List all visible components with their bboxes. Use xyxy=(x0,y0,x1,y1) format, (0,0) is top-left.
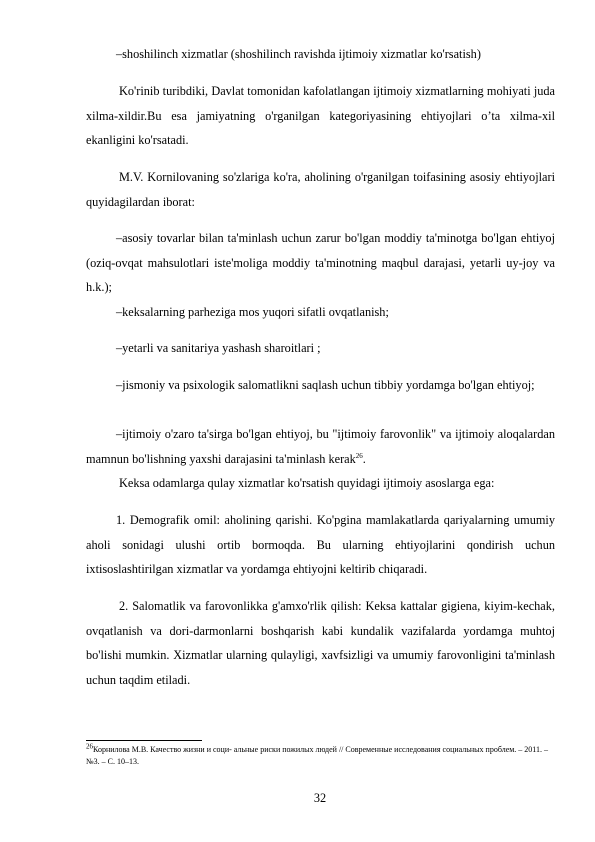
list-item-urgent-services: –shoshilinch xizmatlar (shoshilinch ravishda ijtimoiy xizmatlar ko'rsatish) xyxy=(116,47,481,61)
paragraph-social-bases: Keksa odamlarga qulay xizmatlar ko'rsatish quyidagi ijtimoiy asoslarga ega: xyxy=(119,476,495,490)
social-interaction-text: –ijtimoiy o'zaro ta'sirga bo'lgan ehtiyoj, bu "ijtimoiy farovonlik" va ijtimoiy aloqalardan mamnun bo'lishning yaxshi darajasini ta'minlash kerak xyxy=(86,427,555,466)
paragraph-health-care: 2. Salomatlik va farovonlikka g'amxo'rlik qilish: Keksa kattalar gigiena, kiyim-kechak, ovqatlanish va dori-darmonlarni boshqarish kabi kundalik vazifalarda yordamga muhtoj bo'lishi mumkin. Xizmatlar ularning qulayligi, xavfsizligi va umumiy farovonligini ta'minlash uchun taqdim etiladi. xyxy=(86,599,555,687)
footnote-ref: 26 xyxy=(355,451,363,460)
footnote-divider xyxy=(86,740,202,741)
paragraph-kornilova: M.V. Kornilovaning so'zlariga ko'ra, aholining o'rganilgan toifasining asosiy ehtiyojlari quyidagilardan iborat: xyxy=(86,170,555,209)
list-item-living-conditions: –yetarli va sanitariya yashash sharoitlari ; xyxy=(116,341,321,355)
list-item-social-interaction xyxy=(86,422,555,471)
list-item-nutrition: –keksalarning parheziga mos yuqori sifatli ovqatlanish; xyxy=(116,305,389,319)
footnote xyxy=(86,744,555,768)
paragraph-state-services: Ko'rinib turibdiki, Davlat tomonidan kafolatlangan ijtimoiy xizmatlarning mohiyati juda xilma-xildir.Bu esa jamiyatning o'rganilgan kategoriyasining ehtiyojlari o’ta xilma-xil ekanligini ko'rsatadi. xyxy=(86,84,555,147)
list-item-material-needs: –asosiy tovarlar bilan ta'minlash uchun zarur bo'lgan moddiy ta'minotga bo'lgan ehtiyoj (oziq-ovqat mahsulotlari iste'moliga moddiy ta'minotning maqbul darajasi, yetarli uy-joy va h.k.); xyxy=(86,231,555,294)
list-item-medical-care: –jismoniy va psixologik salomatlikni saqlash uchun tibbiy yordamga bo'lgan ehtiyoj; xyxy=(116,378,535,392)
footnote-text: Корнилова М.В. Качество жизни и соци- альные риски пожилых людей // Современные исследования социальных проблем. – 2011. –№3. – С. 10–13. xyxy=(86,745,549,766)
social-interaction-end: . xyxy=(362,451,366,466)
footnote-number: 26 xyxy=(86,742,93,751)
paragraph-demographic-factor: 1. Demografik omil: aholining qarishi. Ko'pgina mamlakatlarda qariyalarning umumiy aholi sonidagi ulushi ortib bormoqda. Bu ularning ehtiyojlarini qondirish uchun ixtisoslashtirilgan xizmatlar va yordamga ehtiyojni keltirib chiqaradi. xyxy=(86,513,555,576)
page-number: 32 xyxy=(313,791,327,805)
